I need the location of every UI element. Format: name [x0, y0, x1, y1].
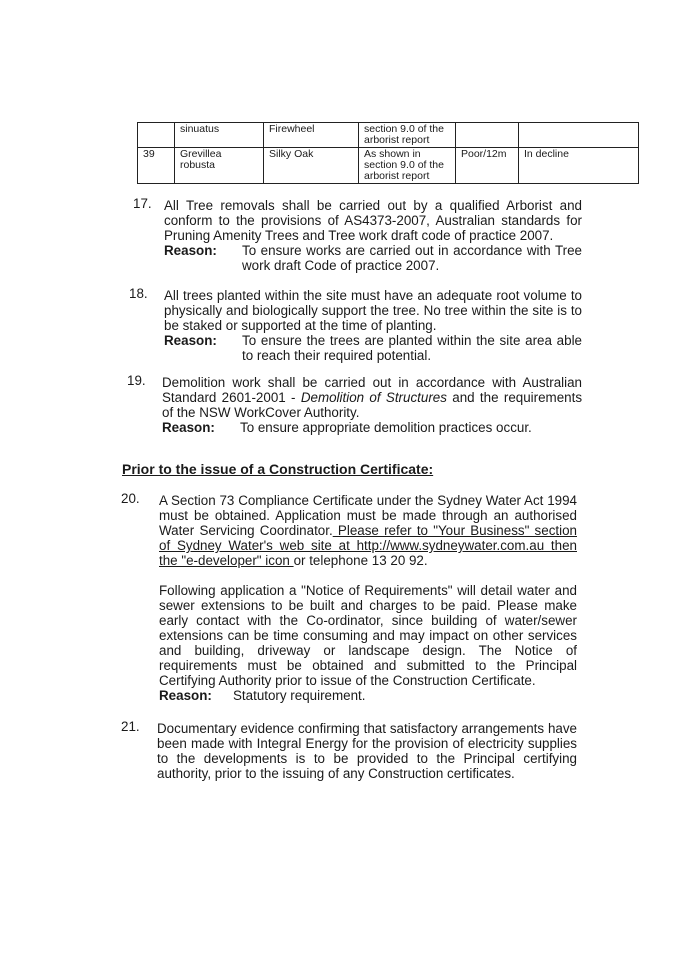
reason-label: Reason: — [162, 420, 215, 435]
condition-number: 17. — [133, 196, 152, 211]
condition-text-part: A Section 73 Compliance Certificate under the Sydney Water Act 1994 must be obtained. Application must be made through an authorised Water Servicing Coordinator. — [159, 493, 577, 538]
reason-text: Statutory requirement. — [233, 688, 366, 703]
table-cell: sinuatus — [175, 123, 264, 148]
reason-label: Reason: — [159, 688, 212, 703]
table-row — [138, 148, 639, 184]
condition-text: All trees planted within the site must have an adequate root volume to physically and biologically support the tree. No tree within the site is to be staked or supported at the time of planting. — [164, 288, 582, 333]
condition-text-part: and the requirements of the NSW WorkCover Authority. — [162, 390, 583, 420]
reason-label: Reason: — [164, 243, 217, 258]
table-cell: section 9.0 of the arborist report — [359, 123, 456, 148]
condition-text: Documentary evidence confirming that satisfactory arrangements have been made with Integral Energy for the provision of electricity supplies to the developments is to be provided to the Principal certifying authority, prior to the issuing of any Construction certificates. — [157, 721, 577, 781]
condition-text — [162, 375, 582, 420]
condition-text-part: or telephone 13 20 92. — [293, 553, 428, 568]
reason-text: To ensure appropriate demolition practices occur. — [240, 420, 532, 435]
condition-body — [164, 288, 582, 363]
table-cell — [519, 123, 639, 148]
condition-number: 18. — [129, 286, 148, 301]
standard-title: Demolition of Structures — [300, 390, 447, 405]
condition-text: All Tree removals shall be carried out by a qualified Arborist and conform to the provisions of AS4373-2007, Australian standards for Pruning Amenity Trees and Tree work draft code of practice 2007. — [164, 198, 582, 243]
table-cell: Silky Oak — [264, 148, 359, 184]
condition-paragraph: Following application a "Notice of Requirements" will detail water and sewer extensions to be built and charges to be paid. Please make early contact with the Co-ordinator, since building of water/sewer extensions can be time consuming and may impact on other services and building, driveway or landscape design. The Notice of requirements must be obtained and submitted to the Principal Certifying Authority prior to issue of the Construction Certificate. — [159, 583, 577, 688]
condition-number: 21. — [121, 719, 140, 734]
section-heading: Prior to the issue of a Construction Certificate: — [122, 461, 434, 477]
table-cell: Grevillea robusta — [175, 148, 264, 184]
reason-text: To ensure works are carried out in accordance with Tree work draft Code of practice 2007. — [242, 243, 582, 273]
reason-line — [162, 420, 582, 435]
sydney-water-link-text[interactable]: Please refer to "Your Business" section of Sydney Water's web site at http://www.sydneywater.com.au then the "e-developer" icon — [159, 523, 577, 568]
reason-line — [159, 688, 577, 703]
table-cell: Firewheel — [264, 123, 359, 148]
table-cell: Poor/12m — [456, 148, 519, 184]
table-cell — [138, 123, 175, 148]
table-cell — [456, 123, 519, 148]
condition-body — [164, 198, 582, 273]
condition-number: 20. — [121, 491, 140, 506]
condition-text-part: Demolition work shall be carried out in accordance with Australian Standard 2601-2001 - — [162, 375, 582, 405]
condition-text — [159, 493, 577, 568]
condition-body — [162, 375, 582, 435]
reason-label: Reason: — [164, 333, 217, 348]
condition-number: 19. — [127, 373, 146, 388]
table-row — [138, 123, 639, 148]
reason-line — [164, 243, 582, 273]
reason-line — [164, 333, 582, 363]
reason-text: To ensure the trees are planted within the site area able to reach their required potential. — [242, 333, 582, 363]
condition-body — [157, 721, 577, 781]
condition-body — [159, 493, 577, 703]
table-cell: As shown in section 9.0 of the arborist report — [359, 148, 456, 184]
table-cell: 39 — [138, 148, 175, 184]
tree-table — [137, 122, 639, 184]
table-cell: In decline — [519, 148, 639, 184]
